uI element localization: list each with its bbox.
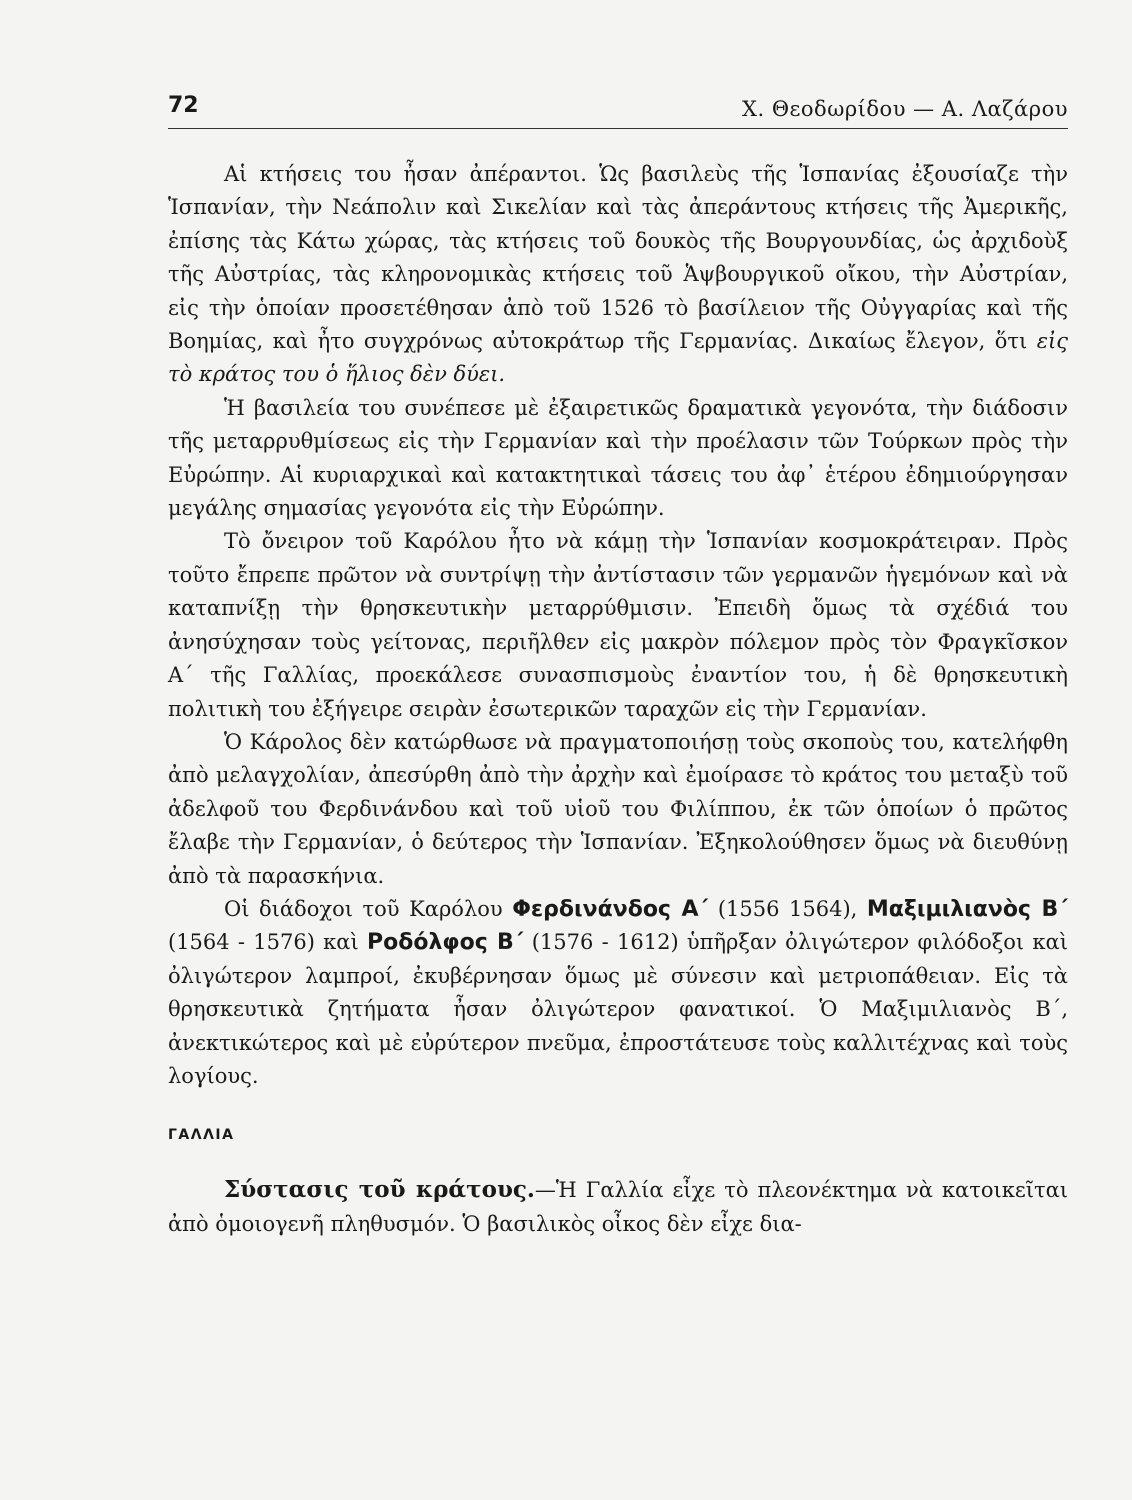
subsection-title: Σύστασις τοῦ κράτους. [224,1176,535,1204]
ruler-rudolf: Ροδόλφος Β΄ [366,930,524,956]
paragraph-4: Ὁ Κάρολος δὲν κατώρθωσε νὰ πραγματοποιήσῃ τοὺς σκοποὺς του, κατελήφθη ἀπὸ μελαγχολίαν, ἀπεσύρθη ἀπὸ τὴν ἀρχὴν καὶ ἐμοίρασε τὸ κράτος του μεταξὺ τοῦ ἀδελφοῦ του Φερδινάνδου καὶ τοῦ υἱοῦ του Φιλίππου, ἐκ τῶν ὁποίων ὁ πρῶτος ἔλαβε τὴν Γερμανίαν, ὁ δεύτερος τὴν Ἱσπανίαν. Ἐξηκολούθησεν ὅμως νὰ διευθύνῃ ἀπὸ τὰ παρασκήνια. [168,729,1068,888]
page-header [168,93,1068,133]
paragraph-5-intro: Οἱ διάδοχοι τοῦ Καρόλου [224,896,503,921]
paragraph-2: Ἡ βασιλεία του συνέπεσε μὲ ἐξαιρετικῶς δραματικὰ γεγονότα, τὴν διάδοσιν τῆς μεταρρυθμίσεως εἰς τὴν Γερμανίαν καὶ τὴν προέλασιν τῶν Τούρκων πρὸς τὴν Εὐρώπην. Αἱ κυριαρχικαὶ καὶ κατακτητικαὶ τάσεις του ἀφ᾿ ἑτέρου ἐδημιούργησαν μεγάλης σημασίας γεγονότα εἰς τὴν Εὐρώπην. [168,395,1068,521]
paragraph-6 [168,1173,1068,1241]
body-text [168,158,1068,1241]
paragraph-3: Τὸ ὄνειρον τοῦ Καρόλου ἦτο νὰ κάμῃ τὴν Ἱσπανίαν κοσμοκράτειραν. Πρὸς τοῦτο ἔπρεπε πρῶτον νὰ συντρίψῃ τὴν ἀντίστασιν τῶν γερμανῶν ἡγεμόνων καὶ νὰ καταπνίξῃ τὴν θρησκευτικὴν μεταρρύθμισιν. Ἐπειδὴ ὅμως τὰ σχέδιά του ἀνησύχησαν τοὺς γείτονας, περιῆλθεν εἰς μακρὸν πόλεμον πρὸς τὸν Φραγκῖσκον Α΄ τῆς Γαλλίας, προεκάλεσε συνασπισμοὺς ἐναντίον του, ἡ δὲ θρησκευτικὴ πολιτικὴ του ἐξήγειρε σειρὰν ἐσωτερικῶν ταραχῶν εἰς τὴν Γερμανίαν. [168,529,1068,721]
paragraph-5-rest: (1576 - 1612) ὑπῆρξαν ὀλιγώτερον φιλόδοξοι καὶ ὀλιγώτερον λαμπροί, ἐκυβέρνησαν ὅμως μὲ σύνεσιν καὶ μετριοπάθειαν. Εἰς τὰ θρησκευτικὰ ζητήματα ἦσαν ὀλιγώτερον φανατικοί. Ὁ Μαξιμιλιανὸς Β΄, ἀνεκτικώτερος καὶ μὲ εὐρύτερον πνεῦμα, ἐπροστάτευσε τοὺς καλλιτέχνας καὶ τοὺς λογίους. [168,930,1068,1088]
paragraph-1-italic: εἰς τὸ κράτος του ὁ ἥλιος δὲν δύει. [168,329,1068,387]
running-head: Χ. Θεοδωρίδου — Α. Λαζάρου [742,97,1068,121]
page-number: 72 [168,93,199,118]
ruler-maximilian: Μαξιμιλιανὸς Β΄ [866,896,1068,922]
paragraph-1-text: Αἱ κτήσεις του ἦσαν ἀπέραντοι. Ὡς βασιλεὺς τῆς Ἱσπανίας ἐξουσίαζε τὴν Ἱσπανίαν, τὴν Νεάπολιν καὶ Σικελίαν καὶ τὰς ἀπεράντους κτήσεις τῆς Ἀμερικῆς, ἐπίσης τὰς Κάτω χώρας, τὰς κτήσεις τοῦ δουκὸς τῆς Βουργουνδίας, ὡς ἀρχιδοὺξ τῆς Αὐστρίας, τὰς κληρονομικὰς κτήσεις τοῦ Ἁψβουργικοῦ οἴκου, τὴν Αὐστρίαν, εἰς τὴν ὁποίαν προσετέθησαν ἀπὸ τοῦ 1526 τὸ βασίλειον τῆς Οὐγγαρίας καὶ τῆς Βοημίας, καὶ ἦτο συγχρόνως αὐτοκράτωρ τῆς Γερμανίας. Δικαίως ἔλεγον, ὅτι [168,162,1068,354]
paragraph-6-text: —Ἡ Γαλλία εἶχε τὸ πλεονέκτημα νὰ κατοικεῖται ἀπὸ ὁμοιογενῆ πληθυσμόν. Ὁ βασιλικὸς οἶκος δὲν εἶχε δια- [168,1178,1068,1236]
header-rule [168,128,1068,129]
paragraph-1 [168,158,1068,392]
section-heading-gallia: ΓΑΛΛΙΑ [168,1127,235,1144]
paragraph-5 [168,893,1068,1093]
ruler-ferdinand-dates: (1556 1564), [717,896,858,921]
ruler-ferdinand: Φερδινάνδος Α΄ [512,896,709,922]
ruler-maximilian-dates: (1564 - 1576) καὶ [168,930,359,955]
